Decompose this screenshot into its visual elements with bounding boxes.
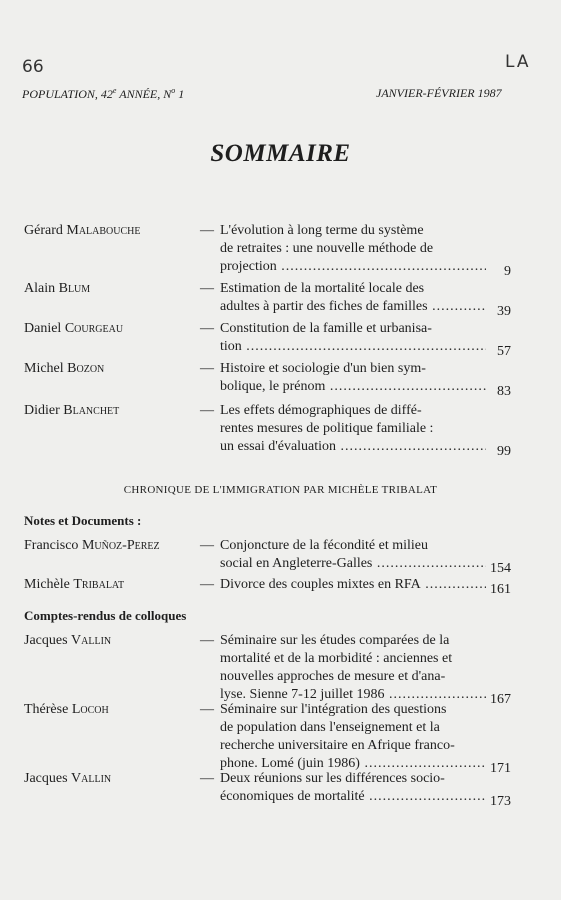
article-title [220,360,486,396]
article-title-line: Constitution de la famille et urbanisa- [220,321,432,336]
page-number: 173 [490,794,511,809]
author-last-name: Bozon [67,361,105,376]
article-title [220,537,486,573]
page-number: 9 [504,264,511,279]
author-first-name: Michel [24,361,68,376]
author-name [24,360,104,378]
article-title-line: Les effets démographiques de diffé- [220,403,422,418]
article-title [220,770,486,806]
article-title [220,701,486,773]
chronique-heading: CHRONIQUE DE L'IMMIGRATION PAR MICHÈLE TRIBALAT [123,484,438,496]
article-title-line: Histoire et sociologie d'un bien sym- [220,361,426,376]
article-title-line: social en Angleterre-Galles ..... [220,555,486,573]
journal-header: POPULATION, 42e ANNÉE, $N^o$ 1 [22,86,185,101]
article-title-line: lyse. Sienne 7-12 juillet 1986 ..... [220,686,486,704]
article-title [220,632,486,704]
article-title-line: Conjoncture de la fécondité et milieu [220,538,428,553]
author-name [24,320,123,338]
entry-dash: — [200,361,214,376]
article-title-line: L'évolution à long terme du système [220,223,424,238]
author-name [24,222,141,240]
page-title: SOMMAIRE [210,140,351,167]
author-last-name: Blanchet [63,403,120,418]
article-title [220,222,486,276]
author-name [24,280,90,298]
article-title-line: de population dans l'enseignement et la [220,720,440,735]
handwritten-initials: LA [505,52,531,72]
article-title-line: nouvelles approches de mesure et d'ana- [220,669,446,684]
section-comptes-heading: Comptes-rendus de colloques [24,608,187,623]
entry-dash: — [200,223,214,238]
author-name [24,770,111,788]
article-title-line: phone. Lomé (juin 1986) ..... [220,755,486,773]
article-title-line: Séminaire sur les études comparées de la [220,633,450,648]
entry-dash: — [200,403,214,418]
page-number: 154 [490,561,511,576]
author-first-name: Gérard [24,223,67,238]
page-number: 57 [497,344,511,359]
author-last-name: Blum [58,281,91,296]
author-name [24,402,119,420]
page-number: 171 [490,761,511,776]
article-title-line: Divorce des couples mixtes en RFA ..... [220,576,486,594]
page-number: 83 [497,384,511,399]
author-last-name: Tribalat [73,577,125,592]
author-name [24,537,160,555]
section-notes-heading: Notes et Documents : [24,513,142,528]
article-title-line: tion ..... [220,338,486,356]
article-title-line: Séminaire sur l'intégration des questions [220,702,447,717]
handwritten-page-number: 66 [22,57,44,77]
author-last-name: Locoh [71,702,109,717]
article-title-line: projection ..... [220,258,486,276]
author-last-name: Vallin [71,633,112,648]
article-title [220,320,486,356]
author-last-name: Vallin [71,771,112,786]
article-title-line: Deux réunions sur les différences socio- [220,771,445,786]
entry-dash: — [200,702,214,717]
article-title-line: mortalité et de la morbidité : anciennes et [220,651,453,666]
author-last-name: Malabouche [66,223,141,238]
author-first-name: Jacques [24,771,72,786]
entry-dash: — [200,281,214,296]
article-title [220,402,486,456]
article-title-line: économiques de mortalité ..... [220,788,486,806]
article-title [220,280,486,316]
author-first-name: Michèle [24,577,74,592]
author-name [24,632,111,650]
entry-dash: — [200,321,214,336]
author-first-name: Daniel [24,321,65,336]
article-title-line: adultes à partir des fiches de familles ..... [220,298,486,316]
author-last-name: Courgeau [64,321,124,336]
entry-dash: — [200,538,214,553]
author-first-name: Alain [24,281,59,296]
entry-dash: — [200,577,214,592]
author-last-name: Muñoz-Perez [81,538,160,553]
author-name [24,701,109,719]
page-number: 99 [497,444,511,459]
article-title-line: Estimation de la mortalité locale des [220,281,425,296]
author-first-name: Thérèse [24,702,72,717]
author-name [24,576,124,594]
entry-dash: — [200,633,214,648]
author-first-name: Jacques [24,633,72,648]
author-first-name: Didier [24,403,64,418]
article-title-line: de retraites : une nouvelle méthode de [220,241,434,256]
author-first-name: Francisco [24,538,82,553]
entry-dash: — [200,771,214,786]
issue-date: JANVIER-FÉVRIER 1987 [376,86,502,100]
article-title-line: rentes mesures de politique familiale : [220,421,434,436]
article-title-line: un essai d'évaluation ..... [220,438,486,456]
article-title-line: bolique, le prénom ..... [220,378,486,396]
article-title [220,576,486,594]
article-title-line: recherche universitaire en Afrique franco- [220,738,455,753]
page-number: 167 [490,692,511,707]
page-number: 161 [490,582,511,597]
page-number: 39 [497,304,511,319]
